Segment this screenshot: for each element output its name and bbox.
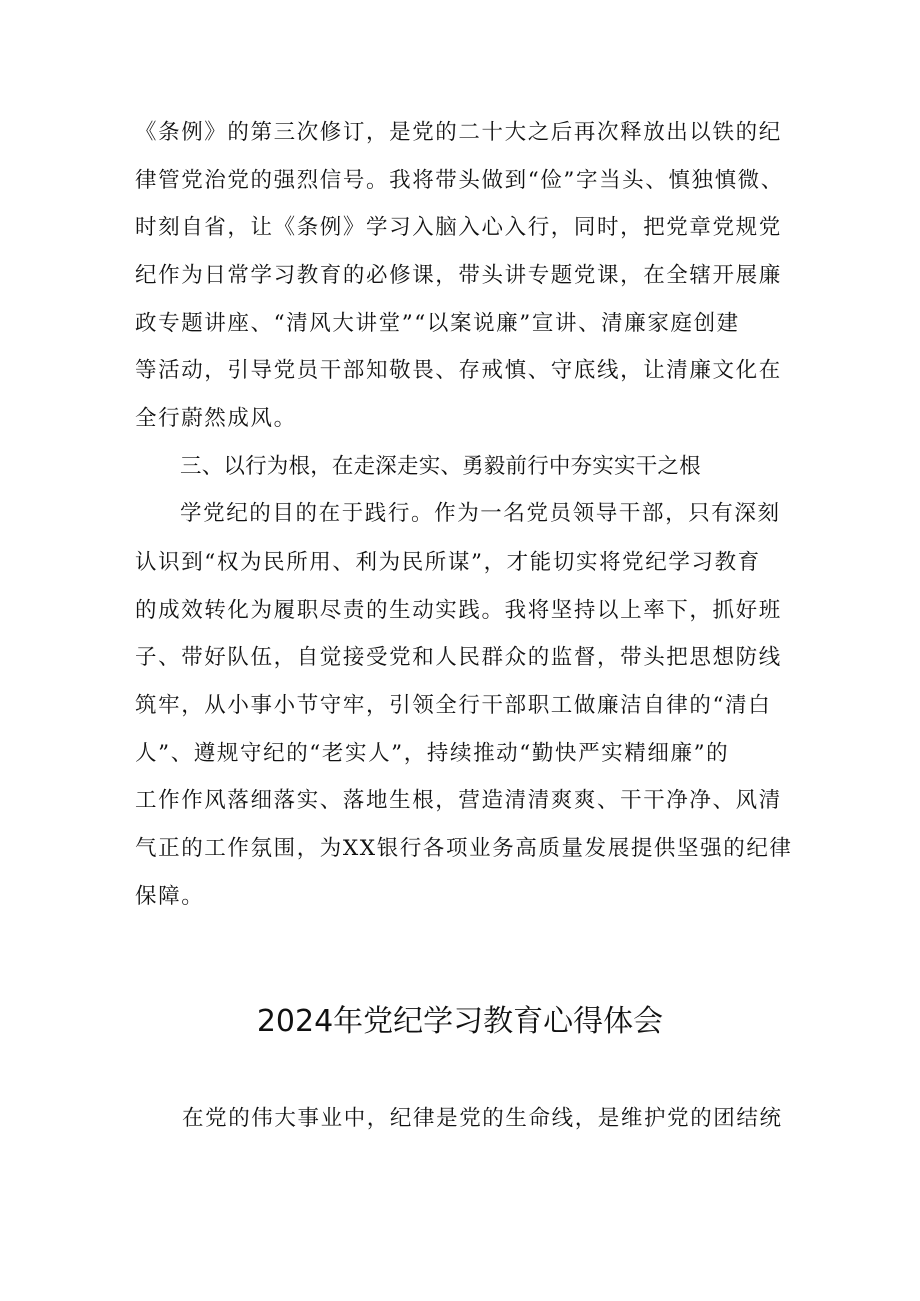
paragraph-2-line-6: 人”、遵规守纪的“老实人”，持续推动“勤快严实精细廉”的 <box>135 741 730 766</box>
paragraph-2-line-8: 气正的工作氛围，为XX银行各项业务高质量发展提供坚强的纪律 <box>135 836 793 861</box>
paragraph-1-line-7: 全行蔚然成风。 <box>135 406 297 431</box>
paragraph-1-line-3: 时刻自省，让《条例》学习入脑入心入行，同时，把党章党规党 <box>135 215 782 240</box>
paragraph-2-line-5: 筑牢，从小事小节守牢，引领全行干部职工做廉洁自律的“清白 <box>135 693 772 718</box>
paragraph-1-line-4: 纪作为日常学习教育的必修课，带头讲专题党课，在全辖开展廉 <box>135 263 782 288</box>
paragraph-2-line-7: 工作作风落细落实、落地生根，营造清清爽爽、干干净净、风清 <box>135 788 782 813</box>
paragraph-2-line-2: 认识到“权为民所用、利为民所谋”，才能切实将党纪学习教育 <box>135 550 761 575</box>
paragraph-1-line-2: 律管党治党的强烈信号。我将带头做到“俭”字当头、慎独慎微、 <box>135 168 784 193</box>
section-3-heading: 三、以行为根，在走深走实、勇毅前行中夯实实干之根 <box>180 454 701 479</box>
document-title: 2024年党纪学习教育心得体会 <box>256 1004 664 1039</box>
paragraph-2-line-3: 的成效转化为履职尽责的生动实践。我将坚持以上率下，抓好班 <box>135 598 782 623</box>
paragraph-1-line-6: 等活动，引导党员干部知敬畏、存戒慎、守底线，让清廉文化在 <box>135 358 782 383</box>
paragraph-2-line-4: 子、带好队伍，自觉接受党和人民群众的监督，带头把思想防线 <box>135 645 782 670</box>
paragraph-1-line-5: 政专题讲座、“清风大讲堂”“以案说廉”宣讲、清廉家庭创建 <box>135 311 740 336</box>
paragraph-1-line-1: 《条例》的第三次修订，是党的二十大之后再次释放出以铁的纪 <box>135 120 782 145</box>
paragraph-3-line-1: 在党的伟大事业中，纪律是党的生命线，是维护党的团结统 <box>182 1106 783 1131</box>
paragraph-2-line-1: 学党纪的目的在于践行。作为一名党员领导干部，只有深刻 <box>180 501 781 526</box>
paragraph-2-line-9: 保障。 <box>135 884 205 909</box>
